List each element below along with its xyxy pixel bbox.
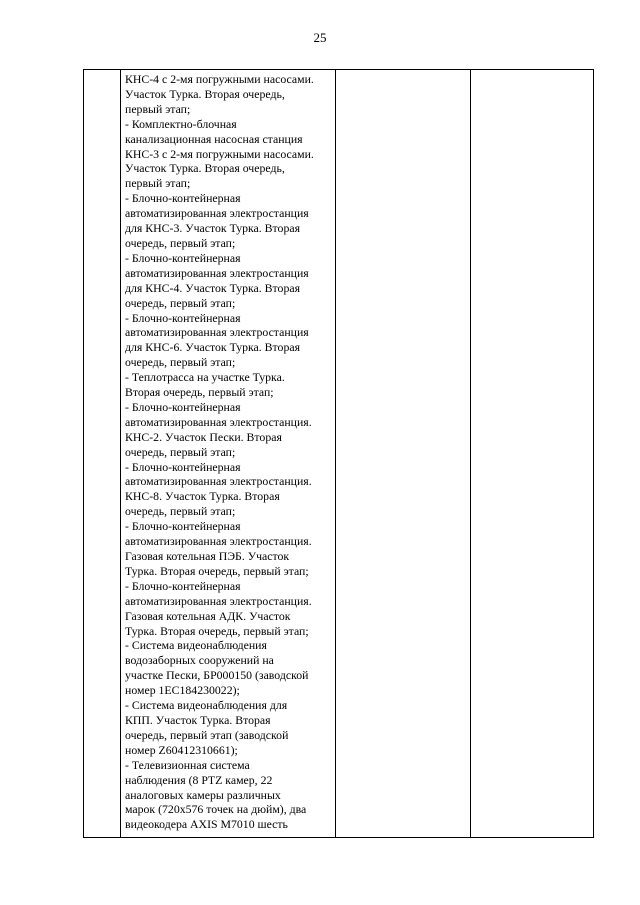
description-line: очередь, первый этап; (125, 444, 236, 459)
description-line: автоматизированная электростанция. (125, 534, 312, 549)
table-cell-empty-3 (336, 70, 471, 838)
description-line: Участок Турка. Вторая очередь, (125, 86, 285, 101)
description-line: - Блочно-контейнерная (125, 250, 241, 265)
description-line: автоматизированная электростанция (125, 206, 309, 221)
description-line: для КНС-6. Участок Турка. Вторая (125, 340, 301, 355)
description-text (125, 72, 333, 832)
description-line: - Система видеонаблюдения (125, 638, 267, 653)
description-line: очередь, первый этап (заводской (125, 727, 289, 742)
description-line: автоматизированная электростанция. (125, 474, 312, 489)
description-line: - Блочно-контейнерная (125, 459, 241, 474)
description-line: участке Пески, БР000150 (заводской (125, 668, 309, 683)
description-line: Турка. Вторая очередь, первый этап; (125, 623, 309, 638)
description-line: КНС-4 с 2-мя погружными насосами. (125, 72, 314, 86)
description-line: автоматизированная электростанция (125, 265, 309, 280)
description-line: - Блочно-контейнерная (125, 191, 241, 206)
description-line: очередь, первый этап; (125, 355, 236, 370)
description-line: канализационная насосная станция (125, 131, 303, 146)
table-cell-description (121, 70, 336, 838)
description-line: номер 1ЕС184230022); (125, 683, 240, 698)
table-cell-number (84, 70, 121, 838)
description-line: Турка. Вторая очередь, первый этап; (125, 563, 309, 578)
description-line: - Блочно-контейнерная (125, 310, 241, 325)
description-line: водозаборных сооружений на (125, 653, 274, 668)
description-line: - Блочно-контейнерная (125, 578, 241, 593)
description-line: КНС-2. Участок Пески. Вторая (125, 429, 282, 444)
description-line: автоматизированная электростанция (125, 325, 309, 340)
description-line: для КНС-4. Участок Турка. Вторая (125, 280, 301, 295)
description-line: первый этап; (125, 101, 191, 116)
description-line: наблюдения (8 PTZ камер, 22 (125, 772, 273, 787)
table-cell-empty-4 (471, 70, 594, 838)
description-line: очередь, первый этап; (125, 504, 236, 519)
description-line: Газовая котельная ПЭБ. Участок (125, 549, 290, 563)
description-line: - Система видеонаблюдения для (125, 698, 288, 713)
description-line: номер Z60412310661); (125, 742, 238, 757)
description-line: Вторая очередь, первый этап; (125, 385, 274, 400)
description-line: аналоговых камеры различных (125, 787, 281, 802)
description-line: видеокодера AXIS M7010 шесть (125, 817, 288, 832)
document-table (83, 69, 594, 838)
description-line: очередь, первый этап; (125, 295, 236, 310)
description-line: - Теплотрасса на участке Турка. (125, 370, 285, 385)
description-line: КПП. Участок Турка. Вторая (125, 712, 271, 727)
description-line: Газовая котельная АДК. Участок (125, 608, 291, 623)
description-line: - Блочно-контейнерная (125, 399, 241, 414)
description-line: Участок Турка. Вторая очередь, (125, 161, 285, 176)
description-line: первый этап; (125, 176, 191, 191)
description-line: - Блочно-контейнерная (125, 519, 241, 534)
description-line: для КНС-3. Участок Турка. Вторая (125, 221, 301, 236)
description-line: автоматизированная электростанция. (125, 414, 312, 429)
table-row (84, 70, 594, 838)
description-line: автоматизированная электростанция. (125, 593, 312, 608)
description-line: КНС-3 с 2-мя погружными насосами. (125, 146, 314, 161)
description-line: - Комплектно-блочная (125, 116, 237, 131)
description-line: - Телевизионная система (125, 757, 250, 772)
page-number: 25 (313, 30, 327, 45)
description-line: КНС-8. Участок Турка. Вторая (125, 489, 280, 504)
description-line: очередь, первый этап; (125, 235, 236, 250)
description-line: марок (720х576 точек на дюйм), два (125, 802, 307, 817)
